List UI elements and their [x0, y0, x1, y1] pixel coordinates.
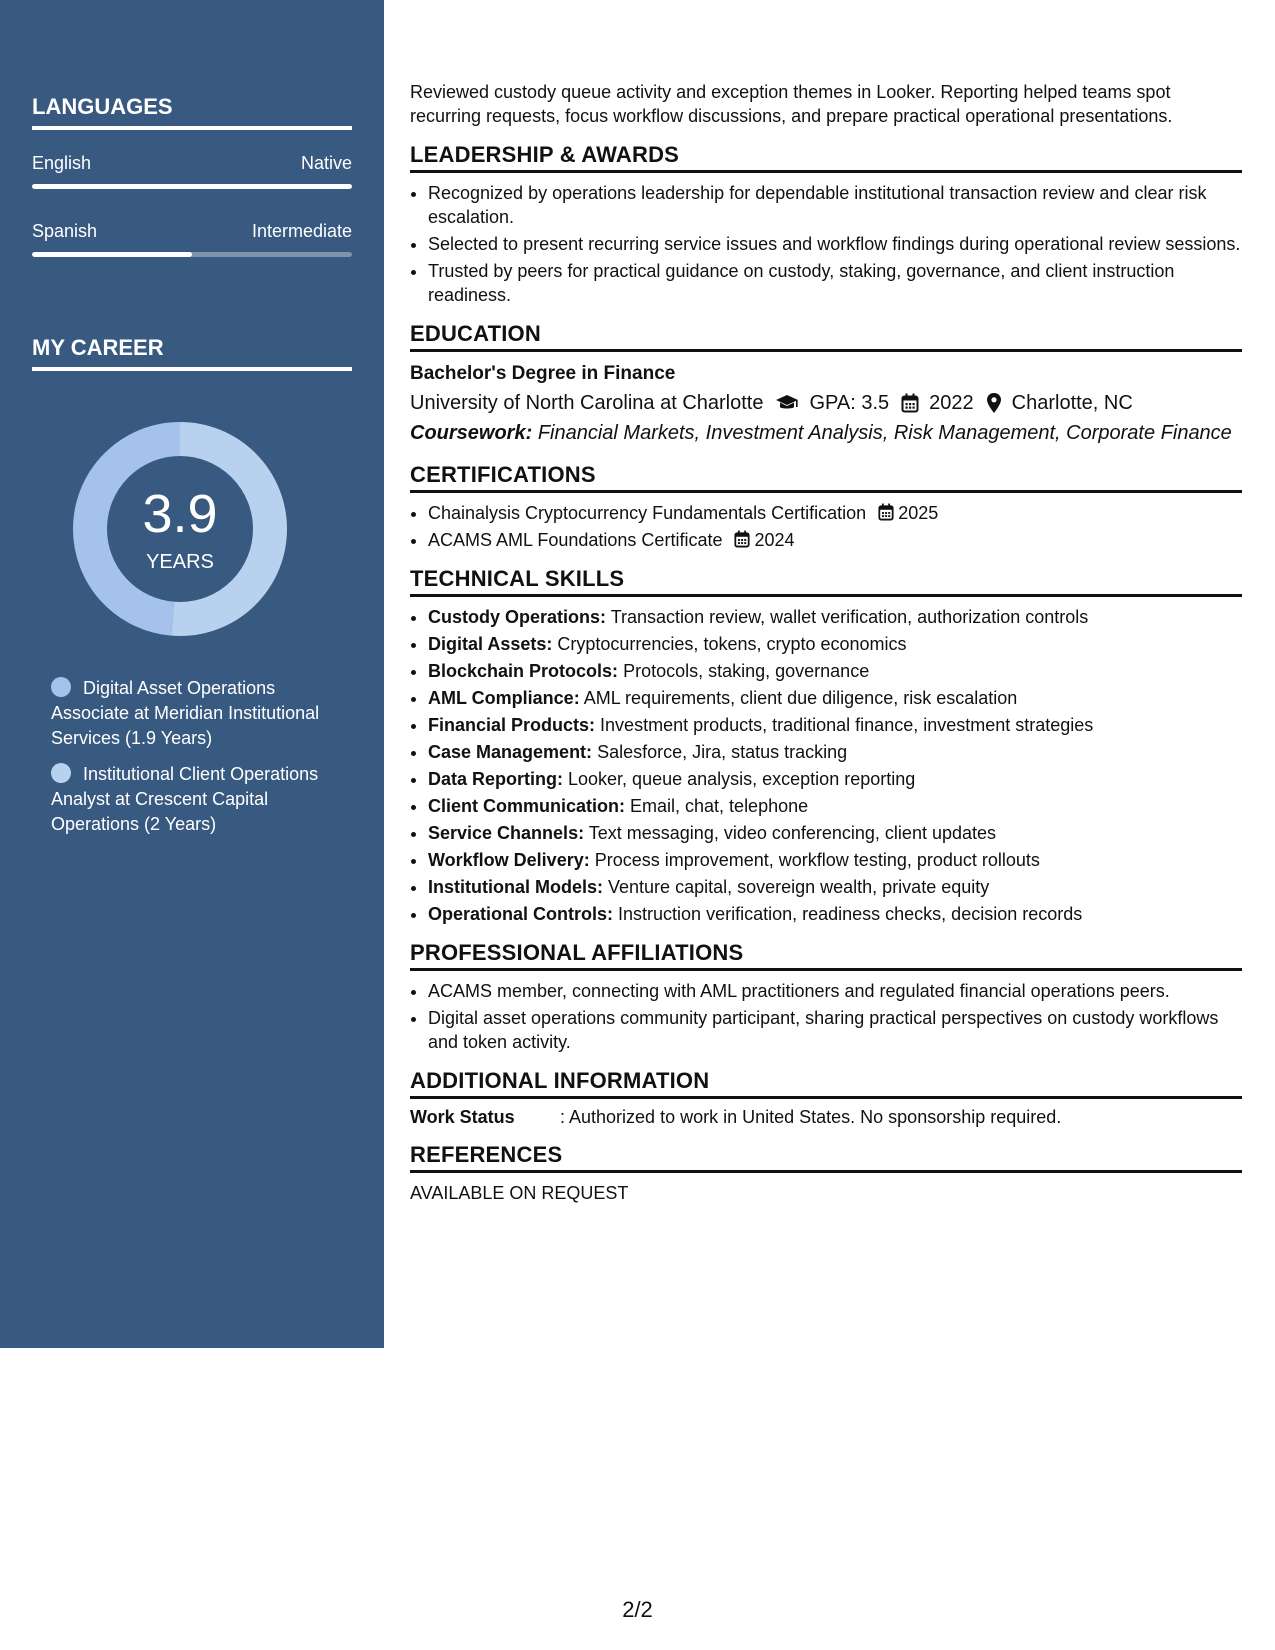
calendar-icon — [901, 393, 919, 413]
career-legend-dot — [51, 677, 71, 697]
skill-label: Data Reporting: — [428, 769, 563, 789]
list-item — [428, 501, 1242, 525]
leadership-title: LEADERSHIP & AWARDS — [410, 142, 1242, 173]
language-level: Native — [300, 153, 352, 173]
skill-label: Service Channels: — [428, 823, 585, 843]
language-bar-spanish — [32, 252, 352, 257]
list-item — [428, 740, 1242, 764]
work-status-value: : Authorized to work in United States. No sponsorship required. — [560, 1107, 1062, 1127]
list-item — [428, 605, 1242, 629]
language-name: English — [32, 153, 92, 173]
education-school: University of North Carolina at Charlotte — [410, 392, 764, 414]
work-status-label: Work Status — [410, 1107, 515, 1127]
coursework-list: Financial Markets, Investment Analysis, Risk Management, Corporate Finance — [537, 422, 1232, 444]
references-title: REFERENCES — [410, 1142, 1242, 1173]
education-degree: Bachelor's Degree in Finance — [410, 363, 676, 384]
skills-list — [410, 605, 1242, 926]
certification-name: ACAMS AML Foundations Certificate — [428, 530, 723, 550]
language-bar-english — [32, 184, 352, 189]
certifications-list — [410, 501, 1242, 552]
skill-value: Investment products, traditional finance, investment strategies — [600, 715, 1094, 735]
work-status-row — [410, 1107, 1242, 1128]
list-item: • ACAMS member, connecting with AML practitioners and regulated financial operations peers. — [428, 979, 1242, 1003]
skill-value: Cryptocurrencies, tokens, crypto economics — [557, 634, 907, 654]
skills-title: TECHNICAL SKILLS — [410, 566, 1242, 597]
skill-label: Blockchain Protocols: — [428, 661, 619, 681]
career-total-unit: YEARS — [146, 551, 214, 573]
education-details — [410, 388, 1242, 418]
certification-name: Chainalysis Cryptocurrency Fundamentals Certification — [428, 503, 867, 523]
language-bar-fill — [32, 252, 192, 257]
main-content — [410, 80, 1242, 1204]
skill-value: Transaction review, wallet verification, authorization controls — [610, 607, 1089, 627]
career-item — [51, 762, 331, 837]
skill-value: Salesforce, Jira, status tracking — [597, 742, 848, 762]
list-item — [428, 821, 1242, 845]
list-item — [428, 902, 1242, 926]
skill-label: Operational Controls: — [428, 904, 614, 924]
skill-label: Institutional Models: — [428, 877, 603, 897]
career-total-years: 3.9 — [142, 484, 218, 544]
skill-value: AML requirements, client due diligence, risk escalation — [583, 688, 1018, 708]
education-title: EDUCATION — [410, 321, 1242, 352]
skill-label: AML Compliance: — [428, 688, 580, 708]
intro-paragraph: Reviewed custody queue activity and exception themes in Looker. Reporting helped teams spot recurring requests, focus workflow discussions, and prepare practical operational presentations. — [410, 82, 1173, 126]
education-coursework — [410, 418, 1242, 448]
affiliations-title: PROFESSIONAL AFFILIATIONS — [410, 940, 1242, 971]
affiliations-list — [410, 979, 1242, 1054]
skill-value: Text messaging, video conferencing, client updates — [588, 823, 997, 843]
page-number: 2/2 — [622, 1597, 653, 1622]
languages-title: LANGUAGES — [32, 94, 352, 130]
career-item — [51, 676, 331, 751]
calendar-icon — [878, 503, 894, 521]
language-row-spanish — [32, 221, 352, 242]
skill-value: Instruction verification, readiness checks, decision records — [618, 904, 1083, 924]
certification-year: 2024 — [754, 530, 795, 550]
list-item — [428, 632, 1242, 656]
references-text: AVAILABLE ON REQUEST — [410, 1183, 629, 1203]
language-row-english — [32, 153, 352, 174]
education-year: 2022 — [929, 392, 974, 414]
graduation-cap-icon — [775, 394, 799, 412]
list-item: • Digital asset operations community participant, sharing practical perspectives on custody workflows and token activity. — [428, 1006, 1242, 1054]
language-bar-fill — [32, 184, 352, 189]
location-pin-icon — [986, 392, 1002, 414]
education-location: Charlotte, NC — [1011, 392, 1133, 414]
career-item-label: Institutional Client Operations Analyst at Crescent Capital Operations (2 Years) — [51, 764, 319, 834]
leadership-list — [410, 181, 1242, 307]
skill-value: Venture capital, sovereign wealth, private equity — [608, 877, 990, 897]
skill-value: Looker, queue analysis, exception reporting — [568, 769, 916, 789]
list-item: • Selected to present recurring service issues and workflow findings during operational review sessions. — [428, 232, 1242, 256]
sidebar — [0, 0, 384, 1348]
career-item-label: Digital Asset Operations Associate at Meridian Institutional Services (1.9 Years) — [51, 678, 320, 748]
list-item — [428, 794, 1242, 818]
skill-label: Workflow Delivery: — [428, 850, 590, 870]
education-gpa: GPA: 3.5 — [809, 392, 890, 414]
additional-info-title: ADDITIONAL INFORMATION — [410, 1068, 1242, 1099]
coursework-label: Coursework: — [410, 422, 533, 444]
certification-year: 2025 — [898, 503, 939, 523]
language-name: Spanish — [32, 221, 98, 241]
skill-label: Case Management: — [428, 742, 593, 762]
skill-label: Custody Operations: — [428, 607, 607, 627]
skill-label: Client Communication: — [428, 796, 625, 816]
list-item — [428, 528, 1242, 552]
skill-label: Digital Assets: — [428, 634, 553, 654]
skill-value: Process improvement, workflow testing, product rollouts — [594, 850, 1040, 870]
career-legend-dot — [51, 763, 71, 783]
skill-label: Financial Products: — [428, 715, 596, 735]
skill-value: Protocols, staking, governance — [623, 661, 870, 681]
certifications-title: CERTIFICATIONS — [410, 462, 1242, 493]
list-item — [428, 659, 1242, 683]
calendar-icon — [734, 530, 750, 548]
list-item — [428, 875, 1242, 899]
list-item — [428, 767, 1242, 791]
list-item: • Trusted by peers for practical guidance on custody, staking, governance, and client instruction readiness. — [428, 259, 1242, 307]
list-item: • Recognized by operations leadership for dependable institutional transaction review and clear risk escalation. — [428, 181, 1242, 229]
career-title: MY CAREER — [32, 335, 352, 371]
list-item — [428, 713, 1242, 737]
skill-value: Email, chat, telephone — [630, 796, 809, 816]
list-item — [428, 848, 1242, 872]
language-level: Intermediate — [251, 221, 352, 241]
list-item — [428, 686, 1242, 710]
